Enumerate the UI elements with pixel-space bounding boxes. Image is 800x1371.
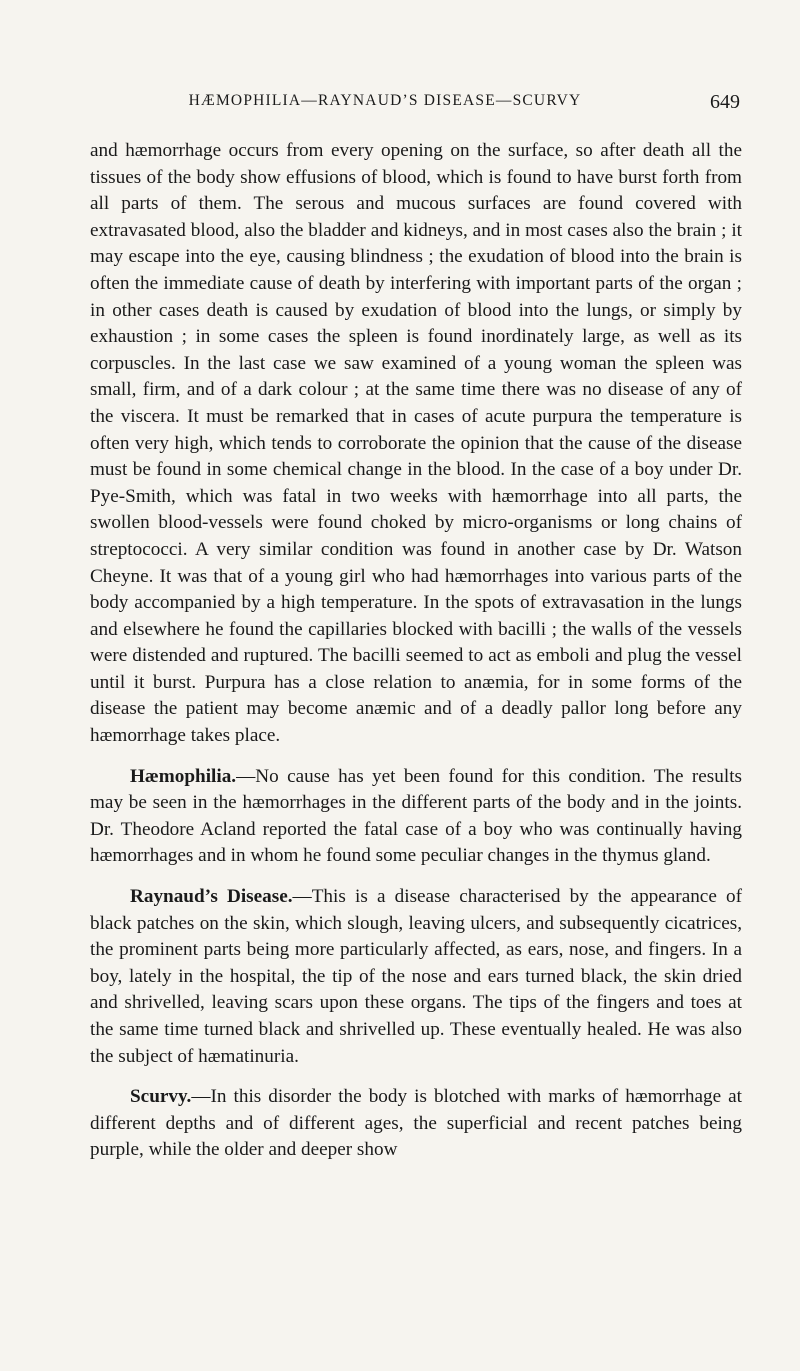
paragraph-raynauds-disease: [90, 884, 742, 1070]
paragraph-scurvy: [90, 1084, 742, 1164]
paragraph-text: and hæmorrhage occurs from every opening on the surface, so after death all the tissues of the body show effusions of blood, which is found to have burst forth from all parts of them. The serous and mucous surfaces are found covered with extravasated blood, also the bladder and kidneys, and in most cases also the brain ; it may escape into the eye, causing blindness ; the exudation of blood into the brain is often the immediate cause of death by interfering with important parts of the organ ; in other cases death is caused by exudation of blood into the lungs, or simply by exhaustion ; in some cases the spleen is found inordinately large, as well as its corpuscles. In the last case we saw examined of a young woman the spleen was small, firm, and of a dark colour ; at the same time there was no disease of any of the viscera. It must be remarked that in cases of acute purpura the temperature is often very high, which tends to corroborate the opinion that the cause of the disease must be found in some chemical change in the blood. In the case of a boy under Dr. Pye-Smith, which was fatal in two weeks with hæmorrhage into all parts, the swollen blood-vessels were found choked by micro-organisms or long chains of streptococci. A very similar condition was found in another case by Dr. Watson Cheyne. It was that of a young girl who had hæmorrhages into various parts of the body accompanied by a high temperature. In the spots of extravasation in the lungs and elsewhere he found the capillaries blocked with bacilli ; the walls of the vessels were distended and ruptured. The bacilli seemed to act as emboli and plug the vessel until it burst. Purpura has a close relation to anæmia, for in some forms of the disease the patient may become anæmic and of a deadly pallor long before any hæmorrhage takes place.: [90, 140, 742, 747]
paragraph-text: —In this disorder the body is blotched with marks of hæmorrhage at different depths and of different ages, the superficial and recent patches being purple, while the older and deeper show: [90, 1086, 742, 1161]
paragraph-text: —This is a disease characterised by the appearance of black patches on the skin, which slough, leaving ulcers, and subsequently cicatrices, the prominent parts being more particularly affected, as ears, nose, and fingers. In a boy, lately in the hospital, the tip of the nose and ears turned black, the skin dried and shrivelled, leaving scars upon these organs. The tips of the fingers and toes at the same time turned black and shrivelled up. These eventually healed. He was also the subject of hæmatinuria.: [90, 886, 742, 1067]
page-number: 649: [710, 91, 740, 113]
paragraph-purpura-continued: [90, 138, 742, 750]
section-heading-raynauds-disease: Raynaud’s Disease.: [130, 886, 293, 908]
paragraph-haemophilia: [90, 764, 742, 870]
section-heading-scurvy: Scurvy.: [130, 1086, 192, 1108]
body-text: [90, 138, 742, 1164]
running-header: [90, 92, 740, 118]
paragraph-text: —No cause has yet been found for this condition. The results may be seen in the hæmorrhages in the different parts of the body and in the joints. Dr. Theodore Acland reported the fatal case of a boy who was continually having hæmorrhages and in whom he found some peculiar changes in the thymus gland.: [90, 765, 742, 867]
running-title: HÆMOPHILIA—RAYNAUD’S DISEASE—SCURVY: [188, 92, 582, 109]
section-heading-haemophilia: Hæmophilia.: [130, 765, 237, 787]
